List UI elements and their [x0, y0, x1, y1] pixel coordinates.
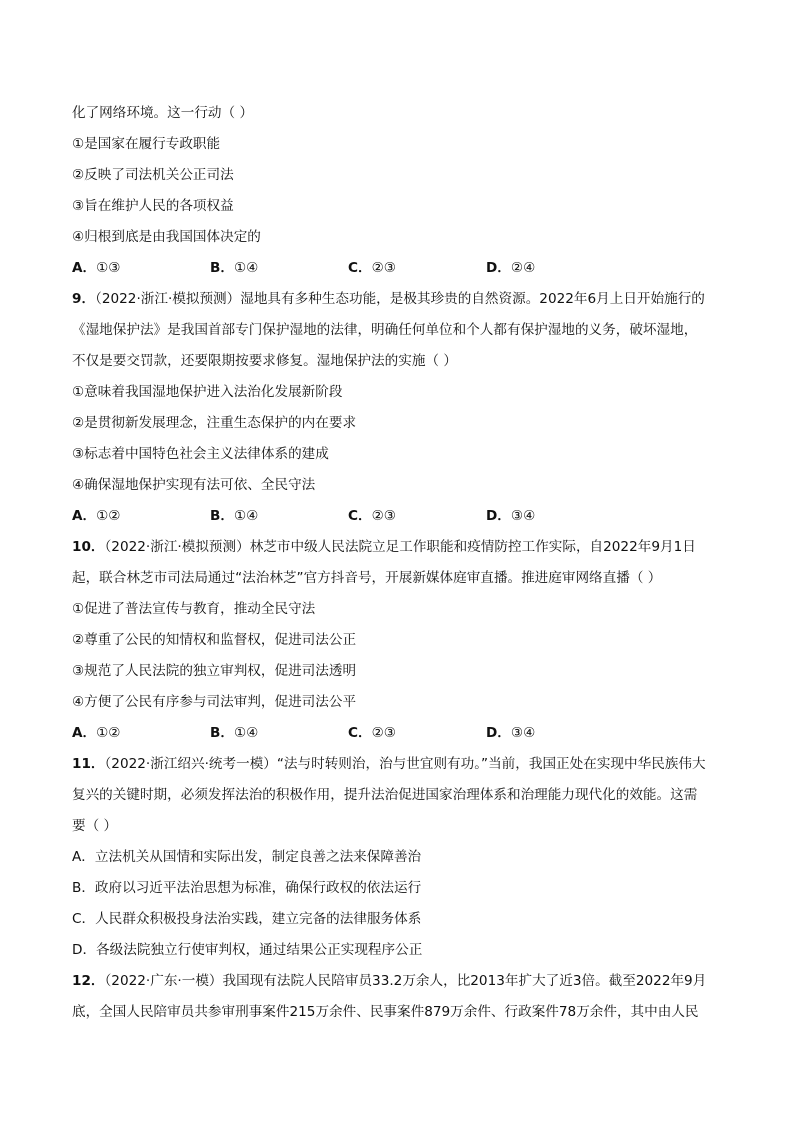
choice-a: A．立法机关从国情和实际出发，制定良善之法来保障善治 [72, 849, 422, 865]
question-10 [72, 532, 722, 749]
option-c: C．②③ [348, 260, 396, 276]
statement-item: ②反映了司法机关公正司法 [72, 167, 234, 183]
answer-options [72, 253, 722, 284]
choice-b: B．政府以习近平法治思想为标准，确保行政权的依法运行 [72, 880, 422, 896]
statement-item: ①是国家在履行专政职能 [72, 136, 221, 152]
option-c: C．②③ [348, 725, 396, 741]
option-b: B．①④ [210, 725, 259, 741]
question-stem-line: 《湿地保护法》是我国首部专门保护湿地的法律，明确任何单位和个人都有保护湿地的义务，破坏湿地， [72, 322, 698, 338]
question-11 [72, 749, 722, 966]
statement-item: ②是贯彻新发展理念，注重生态保护的内在要求 [72, 415, 357, 431]
question-8-stem-tail: 化了网络环境。这一行动（ ） [72, 105, 254, 121]
choice-d: D．各级法院独立行使审判权，通过结果公正实现程序公正 [72, 942, 423, 958]
statement-item: ④归根到底是由我国国体决定的 [72, 229, 261, 245]
question-number: 12． [72, 973, 105, 989]
question-stem-line: 不仅是要交罚款，还要限期按要求修复。湿地保护法的实施（ ） [72, 353, 457, 369]
question-source: （2022·浙江·模拟预测） [95, 291, 241, 307]
option-b: B．①④ [210, 260, 259, 276]
question-stem-line: 起，联合林芝市司法局通过“法治林芝”官方抖音号，开展新媒体庭审直播。推进庭审网络直播（ ） [72, 570, 662, 586]
question-8 [72, 98, 722, 284]
statement-item: ④方便了公民有序参与司法审判，促进司法公平 [72, 694, 357, 710]
question-stem-line: 10．（2022·浙江·模拟预测）林芝市中级人民法院立足工作职能和疫情防控工作实际，自2022年9月1日 [72, 539, 696, 555]
question-stem-line: 底，全国人民陪审员共参审刑事案件215万余件、民事案件879万余件、行政案件78万余件，其中由人民 [72, 1004, 699, 1020]
question-12 [72, 966, 722, 1028]
question-source: （2022·浙江·模拟预测） [104, 539, 250, 555]
option-d: D．③④ [486, 725, 536, 741]
question-source: （2022·浙江绍兴·统考一模） [104, 756, 277, 772]
choice-c: C．人民群众积极投身法治实践，建立完备的法律服务体系 [72, 911, 422, 927]
statement-item: ①意味着我国湿地保护进入法治化发展新阶段 [72, 384, 343, 400]
statement-item: ④确保湿地保护实现有法可依、全民守法 [72, 477, 316, 493]
question-stem-line: 9．（2022·浙江·模拟预测）湿地具有多种生态功能，是极其珍贵的自然资源。2022年6月上日开始施行的 [72, 291, 705, 307]
statement-item: ③旨在维护人民的各项权益 [72, 198, 234, 214]
statement-item: ③规范了人民法院的独立审判权，促进司法透明 [72, 663, 357, 679]
question-stem-line: 11．（2022·浙江绍兴·统考一模）“法与时转则治，治与世宜则有功。”当前，我国正处在实现中华民族伟大 [72, 756, 706, 772]
answer-options [72, 501, 722, 532]
option-a: A．①② [72, 508, 121, 524]
option-a: A．①② [72, 725, 121, 741]
question-number: 9． [72, 291, 96, 307]
question-number: 11． [72, 756, 105, 772]
document-page [72, 98, 722, 1028]
statement-item: ①促进了普法宣传与教育，推动全民守法 [72, 601, 316, 617]
statement-item: ②尊重了公民的知情权和监督权，促进司法公正 [72, 632, 357, 648]
option-a: A．①③ [72, 260, 121, 276]
statement-item: ③标志着中国特色社会主义法律体系的建成 [72, 446, 329, 462]
option-d: D．②④ [486, 260, 536, 276]
question-9 [72, 284, 722, 532]
question-stem-line: 12．（2022·广东·一模）我国现有法院人民陪审员33.2万余人，比2013年扩大了近3倍。截至2022年9月 [72, 973, 707, 989]
question-stem-line: 要（ ） [72, 818, 118, 834]
question-source: （2022·广东·一模） [104, 973, 223, 989]
question-number: 10． [72, 539, 105, 555]
answer-options [72, 718, 722, 749]
option-c: C．②③ [348, 508, 396, 524]
option-b: B．①④ [210, 508, 259, 524]
option-d: D．③④ [486, 508, 536, 524]
question-stem-line: 复兴的关键时期，必须发挥法治的积极作用，提升法治促进国家治理体系和治理能力现代化的效能。这需 [72, 787, 698, 803]
